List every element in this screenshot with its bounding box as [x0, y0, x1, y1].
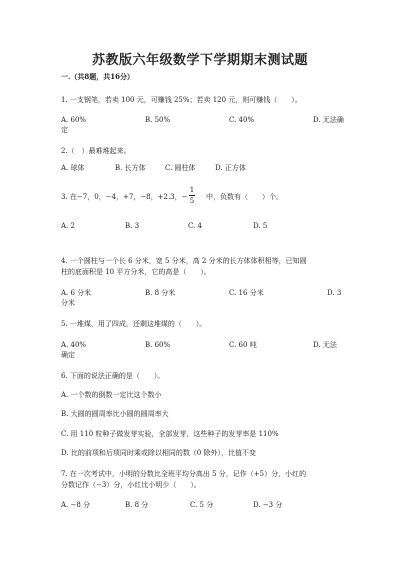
question-5-option-a: A. 40%: [61, 341, 87, 349]
question-4-text-line2: 柱的底面积是 10 平方分米，它的高是（ ）。: [61, 268, 211, 276]
question-3-option-c: C. 4: [188, 222, 203, 230]
question-3-option-b: B. 3: [125, 222, 140, 230]
question-1-option-c: C. 40%: [229, 116, 255, 124]
question-5-text: 5. 一堆煤，用了四成，还剩这堆煤的（ ）。: [61, 320, 207, 328]
question-1-option-d: D. 无法确: [313, 116, 344, 124]
question-6-option-c: C. 用 110 粒种子做发芽实验，全部发芽，这些种子的发芽率是 110%: [61, 430, 279, 438]
question-5-option-d: D. 无法: [313, 341, 337, 349]
page-title: 苏教版六年级数学下学期期末测试题: [91, 53, 308, 68]
question-7-text-line1: 7. 在一次考试中，小明的分数比全班平均分高出 5 分，记作（+5）分，小红的: [61, 470, 307, 478]
question-2-text: 2.（ ）最难堆起来。: [61, 147, 131, 155]
question-4-option-c: C. 16 分米: [229, 289, 264, 297]
question-3-option-d: D. 5: [253, 222, 268, 230]
question-7-option-c: C. 5 分: [190, 501, 214, 509]
question-5-option-b: B. 60%: [145, 341, 171, 349]
question-4-option-b: B. 8 分米: [145, 289, 176, 297]
question-1-option-d-cont: 定: [61, 126, 68, 134]
question-2-option-c: C. 圆柱体: [165, 164, 196, 172]
question-7-option-d: D. −3 分: [253, 501, 283, 509]
question-1-text: 1. 一支钢笔，若卖 100 元，可赚钱 25%；若卖 120 元，则可赚钱（ ）。: [61, 96, 302, 104]
question-4-option-a: A. 6 分米: [61, 289, 92, 297]
question-2-option-d: D. 正方体: [215, 164, 246, 172]
section-heading: 一.（共8题，共16分）: [61, 72, 135, 81]
question-3-fraction-numerator: 1: [189, 186, 195, 194]
question-4-option-d: D. 3: [327, 289, 342, 297]
question-6-option-b: B. 大圆的圆周率比小圆的圆周率大: [61, 410, 169, 418]
question-6-option-a: A. 一个数的倒数一定比这个数小: [61, 391, 162, 399]
question-5-option-d-cont: 确定: [61, 351, 75, 359]
question-6-option-d: D. 比的前项和后项同时乘或除以相同的数（0 除外），比值不变: [61, 449, 256, 457]
question-7-text-line2: 分数记作（−3）分，小红比小明少（ ）。: [61, 481, 201, 489]
question-2-option-b: B. 长方体: [115, 164, 146, 172]
question-3-option-a: A. 2: [61, 222, 75, 230]
question-3-fraction-denominator: 5: [189, 197, 195, 205]
question-7-option-b: B. 8 分: [125, 501, 149, 509]
question-7-option-a: A. −8 分: [61, 501, 91, 509]
question-3-fraction-bar: [189, 195, 195, 196]
question-4-text-line1: 4. 一个圆柱与一个长 6 分米，宽 5 分米，高 2 分米的长方体体积相等，已知圆: [61, 257, 307, 265]
question-3-text-part2: 中，负数有（ ）个。: [206, 193, 283, 201]
question-3-text-part1: 3. 在−7，0，−4，+7，−8，+2.3，−: [61, 193, 188, 201]
question-1-option-a: A. 60%: [61, 116, 87, 124]
question-4-option-d-cont: 分米: [61, 299, 75, 307]
question-1-option-b: B. 50%: [145, 116, 171, 124]
question-6-text: 6. 下面的说法正确的是（ ）。: [61, 372, 165, 380]
question-5-option-c: C. 60 吨: [229, 341, 257, 349]
question-2-option-a: A. 球体: [61, 164, 85, 172]
